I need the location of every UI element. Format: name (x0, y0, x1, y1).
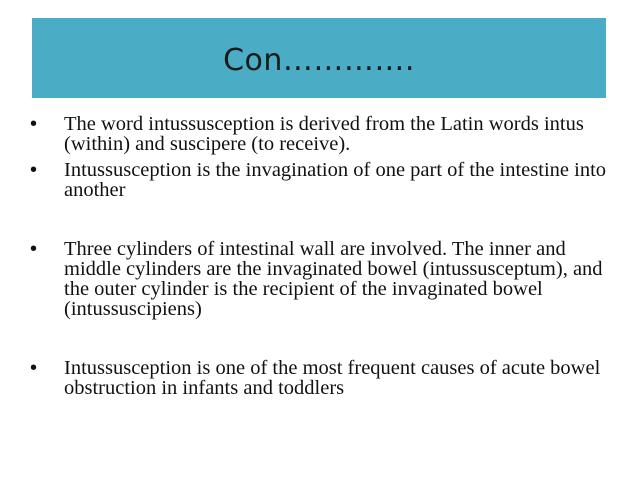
slide-title: Con…………. (223, 42, 415, 78)
bullet-list (28, 114, 608, 398)
bullet-text: Three cylinders of intestinal wall are involved. The inner and middle cylinders are the invaginated bowel (intussusceptum), and the outer cylinder is the recipient of the invaginated bowel (intussuscipiens) (64, 238, 603, 320)
bullet-icon: • (30, 113, 38, 135)
bullet-icon: • (30, 357, 38, 379)
bullet-text: Intussusception is the invagination of one part of the intestine into another (64, 159, 607, 201)
bullet-icon: • (30, 159, 38, 181)
bullet-text: Intussusception is one of the most frequent causes of acute bowel obstruction in infants and toddlers (64, 357, 601, 399)
bullet-item (28, 239, 608, 319)
bullet-item (28, 114, 608, 154)
bullet-text: The word intussusception is derived from the Latin words intus (within) and suscipere (to receive). (64, 113, 584, 155)
title-bar (32, 18, 606, 98)
bullet-item (28, 160, 608, 200)
bullet-item (28, 358, 608, 398)
bullet-icon: • (30, 238, 38, 260)
